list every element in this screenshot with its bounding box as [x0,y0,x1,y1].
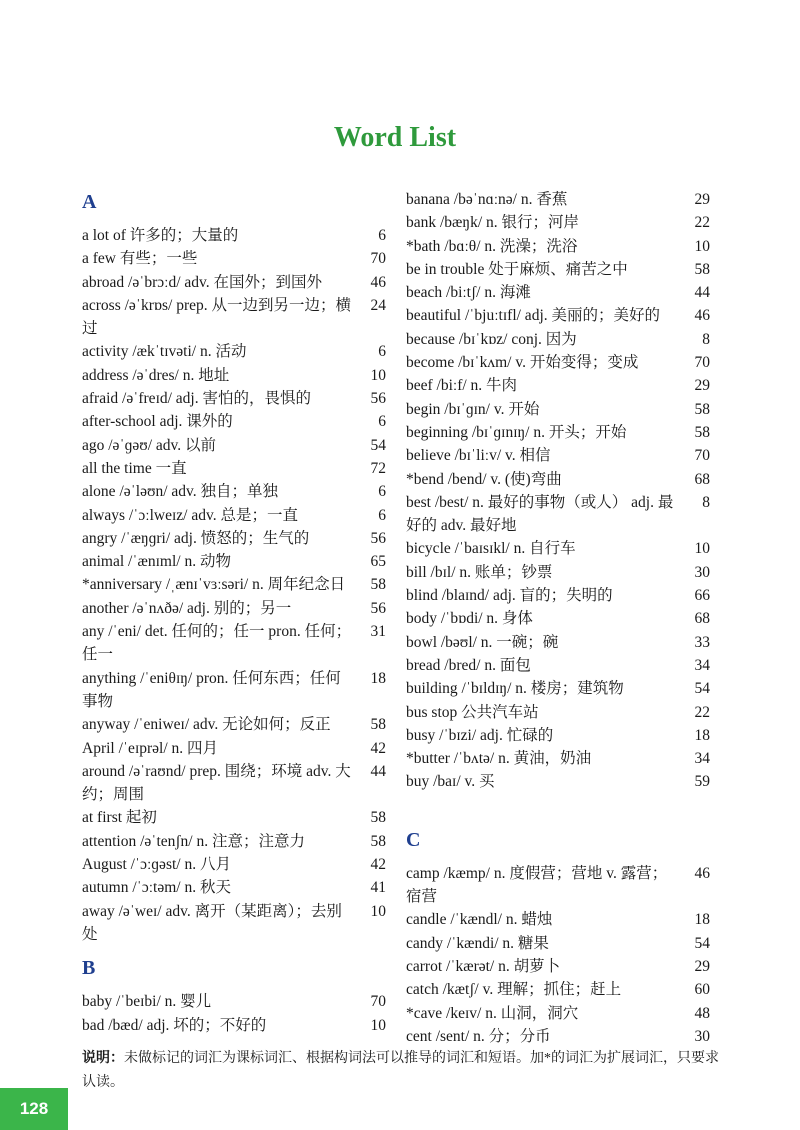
word-entry-page: 70 [370,993,386,1011]
word-entry [406,1002,710,1025]
word-entry-text: *bend /bend/ v. (使)弯曲 [406,470,562,488]
word-entry-page: 10 [370,902,386,920]
word-entry-text: beach /biːtʃ/ n. 海滩 [406,284,531,302]
word-entry-text: anything /ˈeniθɪŋ/ pron. 任何东西；任何事物 [82,669,341,710]
word-entry-page: 46 [694,864,710,882]
word-entry-page: 54 [694,934,710,952]
word-entry [82,224,386,247]
section-heading-a: A [82,191,97,213]
word-entry-page: 66 [694,587,710,605]
page-number: 128 [0,1088,68,1130]
word-entry-text: candy /ˈkændi/ n. 糖果 [406,934,549,952]
word-entry-text: April /ˈeɪprəl/ n. 四月 [82,739,219,757]
word-entry-text: afraid /əˈfreɪd/ adj. 害怕的，畏惧的 [82,390,311,408]
word-entry-text: carrot /ˈkærət/ n. 胡萝卜 [406,957,561,975]
word-entry [82,480,386,503]
word-entry [406,978,710,1001]
word-entry-text: banana /bəˈnɑːnə/ n. 香蕉 [406,191,568,208]
word-entry [406,537,710,560]
word-entry [406,677,710,700]
word-entry-page: 29 [694,191,710,208]
word-entry [406,374,710,397]
word-entry-page: 58 [370,809,386,827]
word-entry [406,235,710,258]
word-entry-page: 34 [694,750,710,768]
word-entry-page: 22 [694,214,710,232]
word-entry [406,1025,710,1048]
word-entry-page: 18 [694,911,710,929]
section-b-list-right [406,188,710,794]
word-entry-page: 34 [694,656,710,674]
word-entry-text: all the time 一直 [82,459,187,477]
word-entry [406,631,710,654]
word-entry-page: 6 [378,343,386,361]
word-entry-page: 56 [370,390,386,408]
word-entry [82,527,386,550]
word-entry [406,258,710,281]
word-entry-page: 70 [694,354,710,372]
word-entry-text: address /əˈdres/ n. 地址 [82,366,230,384]
word-entry [406,908,710,931]
word-entry-page: 42 [370,739,386,757]
word-entry [82,434,386,457]
word-entry-page: 10 [694,237,710,255]
word-entry-text: angry /ˈæŋɡri/ adj. 愤怒的；生气的 [82,529,310,547]
word-entry [406,281,710,304]
word-entry-text: any /ˈeni/ det. 任何的；任一 pron. 任何；任一 [82,623,352,664]
word-entry-text: *anniversary /ˌænɪˈvɜːsəri/ n. 周年纪念日 [82,576,346,594]
word-entry [82,247,386,270]
word-entry-text: begin /bɪˈɡɪn/ v. 开始 [406,400,540,418]
word-entry-page: 30 [694,1027,710,1045]
word-entry-page: 70 [694,447,710,465]
word-entry [82,271,386,294]
word-entry-page: 46 [694,307,710,325]
word-entry-page: 58 [694,260,710,278]
word-entry [82,1014,386,1037]
word-entry-text: attention /əˈtenʃn/ n. 注意；注意力 [82,832,305,850]
word-entry [82,294,386,341]
word-entry-page: 29 [694,957,710,975]
section-heading-b: B [82,957,96,980]
word-entry-text: be in trouble 处于麻烦、痛苦之中 [406,260,628,278]
word-entry [82,876,386,899]
word-entry [406,491,710,538]
word-entry-text: always /ˈɔːlweɪz/ adv. 总是；一直 [82,506,298,524]
word-entry-page: 29 [694,377,710,395]
word-entry [406,932,710,955]
word-entry [406,747,710,770]
word-entry [406,561,710,584]
word-entry-page: 65 [370,553,386,571]
word-entry-page: 48 [694,1004,710,1022]
word-entry [82,737,386,760]
word-entry [406,421,710,444]
word-entry-page: 6 [378,227,386,244]
word-entry-text: *cave /keɪv/ n. 山洞，洞穴 [406,1004,579,1022]
word-entry [82,900,386,947]
word-entry-page: 59 [694,773,710,791]
word-entry-text: cent /sent/ n. 分；分币 [406,1027,551,1045]
word-entry [406,188,710,211]
section-a-list [82,224,386,946]
word-entry [406,654,710,677]
word-entry-page: 30 [694,563,710,581]
word-entry [82,410,386,433]
word-entry-text: beautiful /ˈbjuːtɪfl/ adj. 美丽的；美好的 [406,307,660,325]
word-entry-page: 56 [370,599,386,617]
word-entry-page: 8 [702,330,710,348]
word-entry-text: ago /əˈɡəʊ/ adv. 以前 [82,436,217,454]
word-entry [82,760,386,807]
word-entry [82,620,386,667]
word-entry [406,862,710,909]
word-entry [406,398,710,421]
word-entry-text: another /əˈnʌðə/ adj. 别的；另一 [82,599,292,617]
word-entry-text: blind /blaɪnd/ adj. 盲的；失明的 [406,587,613,605]
word-entry-text: a few 有些；一些 [82,250,198,268]
word-entry [406,584,710,607]
word-entry-text: beginning /bɪˈɡɪnɪŋ/ n. 开头；开始 [406,423,627,441]
word-entry-page: 33 [694,633,710,651]
word-entry-page: 54 [694,680,710,698]
word-entry-page: 10 [370,366,386,384]
word-entry-page: 41 [370,879,386,897]
word-entry-page: 18 [694,726,710,744]
word-entry [82,550,386,573]
word-entry-text: August /ˈɔːɡəst/ n. 八月 [82,856,231,874]
word-entry-page: 46 [370,273,386,291]
word-entry-page: 70 [370,250,386,268]
word-entry-text: believe /bɪˈliːv/ v. 相信 [406,447,551,465]
word-entry-page: 56 [370,529,386,547]
word-entry [406,607,710,630]
word-entry-page: 58 [694,423,710,441]
footnote [82,1047,732,1095]
word-entry-text: bank /bæŋk/ n. 银行；河岸 [406,214,579,232]
word-entry-page: 58 [694,400,710,418]
word-entry-text: bread /bred/ n. 面包 [406,656,531,674]
word-entry-text: bad /bæd/ adj. 坏的；不好的 [82,1016,267,1034]
word-entry-text: at first 起初 [82,809,157,827]
word-entry-text: candle /ˈkændl/ n. 蜡烛 [406,911,553,929]
word-entry-page: 60 [694,981,710,999]
word-entry-text: *bath /bɑːθ/ n. 洗澡；洗浴 [406,237,578,255]
word-entry-text: across /əˈkrɒs/ prep. 从一边到另一边；横过 [82,296,351,338]
word-entry [82,830,386,853]
word-entry-text: after-school adj. 课外的 [82,413,233,431]
word-entry-page: 8 [702,493,710,511]
word-entry [406,211,710,234]
word-entry-text: around /əˈraʊnd/ prep. 围绕；环境 adv. 大约；周围 [82,762,351,804]
word-entry-text: become /bɪˈkʌm/ v. 开始变得；变成 [406,354,639,372]
word-entry [406,328,710,351]
word-entry-text: activity /ækˈtɪvəti/ n. 活动 [82,343,247,361]
word-entry-text: busy /ˈbɪzi/ adj. 忙碌的 [406,726,554,744]
right-column [406,188,710,1048]
word-entry-text: away /əˈweɪ/ adv. 离开（某距离）；去别处 [82,902,342,943]
word-entry-text: anyway /ˈeniweɪ/ adv. 无论如何；反正 [82,716,331,734]
word-entry-page: 44 [370,762,386,780]
word-entry-page: 22 [694,703,710,721]
word-entry [406,468,710,491]
word-entry-text: autumn /ˈɔːtəm/ n. 秋天 [82,879,231,897]
word-entry-text: bus stop 公共汽车站 [406,703,539,721]
word-entry [82,573,386,596]
word-entry [406,955,710,978]
word-entry-page: 6 [378,506,386,524]
word-entry-text: building /ˈbɪldɪŋ/ n. 楼房；建筑物 [406,680,624,698]
word-entry-text: bill /bɪl/ n. 账单；钞票 [406,563,553,581]
word-entry-text: abroad /əˈbrɔːd/ adv. 在国外；到国外 [82,273,323,291]
word-entry [82,387,386,410]
word-entry-text: body /ˈbɒdi/ n. 身体 [406,610,533,628]
word-entry-page: 58 [370,832,386,850]
word-entry-page: 24 [370,296,386,314]
page-title: Word List [333,122,457,153]
word-entry-text: best /best/ n. 最好的事物（或人） adj. 最好的 adv. 最好地 [406,493,674,535]
word-entry-text: alone /əˈləʊn/ adv. 独自；单独 [82,483,279,501]
word-entry-page: 68 [694,470,710,488]
footnote-label: 说明： [82,1051,124,1066]
word-entry-page: 42 [370,856,386,874]
word-entry [406,304,710,327]
section-b-list-left [82,990,386,1037]
word-entry-page: 6 [378,413,386,431]
word-entry [82,340,386,363]
word-entry-text: a lot of 许多的；大量的 [82,227,239,244]
word-entry-text: because /bɪˈkɒz/ conj. 因为 [406,330,577,348]
word-entry-text: bicycle /ˈbaɪsɪkl/ n. 自行车 [406,540,576,558]
word-entry [82,504,386,527]
word-entry [406,724,710,747]
word-entry [82,713,386,736]
word-entry-page: 44 [694,284,710,302]
word-entry-page: 68 [694,610,710,628]
word-entry-page: 6 [378,483,386,501]
word-entry-text: beef /biːf/ n. 牛肉 [406,377,518,395]
word-entry-page: 54 [370,436,386,454]
word-entry [82,667,386,714]
word-entry [82,457,386,480]
word-entry-text: *butter /ˈbʌtə/ n. 黄油，奶油 [406,750,592,768]
word-entry-page: 31 [370,623,386,641]
section-c-list [406,862,710,1048]
word-entry [406,770,710,793]
word-entry-text: baby /ˈbeɪbi/ n. 婴儿 [82,993,212,1011]
word-entry-text: bowl /bəʊl/ n. 一碗；碗 [406,633,559,651]
word-entry-page: 58 [370,576,386,594]
word-entry [406,351,710,374]
word-entry-text: catch /kætʃ/ v. 理解；抓住；赶上 [406,981,622,999]
word-entry-page: 10 [370,1016,386,1034]
word-entry [82,806,386,829]
word-entry [82,990,386,1013]
section-heading-c: C [406,828,421,851]
footnote-text: 未做标记的词汇为课标词汇、根据构词法可以推导的词汇和短语。加*的词汇为扩展词汇，只要求认读。 [82,1051,719,1090]
word-entry [82,853,386,876]
word-entry-text: animal /ˈænɪml/ n. 动物 [82,553,231,571]
word-entry-text: buy /baɪ/ v. 买 [406,773,495,791]
word-entry [82,597,386,620]
word-entry-text: camp /kæmp/ n. 度假营；营地 v. 露营；宿营 [406,864,668,906]
left-column [82,188,386,1037]
word-entry [406,444,710,467]
word-entry-page: 10 [694,540,710,558]
word-entry-page: 58 [370,716,386,734]
word-entry-page: 72 [370,459,386,477]
word-entry-page: 18 [370,669,386,687]
word-entry [406,701,710,724]
word-entry [82,364,386,387]
